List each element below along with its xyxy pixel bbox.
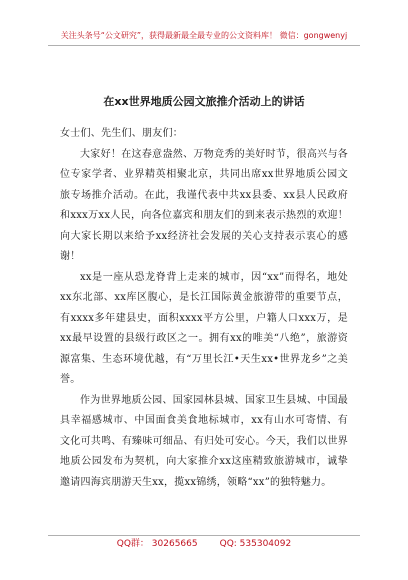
document-body (60, 124, 348, 493)
footer-qq-group: QQ群： 30265665 (116, 539, 198, 549)
document-title: 在xx世界地质公园文旅推介活动上的讲话 (103, 95, 305, 108)
header-banner: 关注头条号“公文研究”，获得最新最全最专业的公文资料库！ 微信：gongwenyj (60, 31, 348, 40)
footer (48, 536, 360, 549)
greeting: 女士们、先生们、朋友们： (60, 128, 183, 139)
paragraph-1: 大家好！在这春意盎然、万物竞秀的美好时节，很高兴与各位专家学者、业界精英相聚北京，共同出席xx世界地质公园文旅专场推介活动。在此，我谨代表中共xx县委、xx县人民政府和xxx万xx人民，向各位嘉宾和朋友们的到来表示热烈的欢迎！向大家长期以来给予xx经济社会发展的关心支持表示衷心的感谢！ (60, 148, 348, 262)
footer-qq-contact: QQ: 535304092 (219, 539, 292, 549)
paragraph-2: xx是一座从恐龙脊背上走来的城市，因“xx”而得名，地处xx东北部、xx库区腹心，是长江国际黄金旅游带的重要节点，有xxxx多年建县史，面积xxxx平方公里，户籍人口xxx万，是xx最早设置的县级行政区之一。拥有xx的唯美“八绝”，旅游资源富集、生态环境优越，有“万里长江•天生xx•世界龙乡”之美誉。 (60, 271, 348, 385)
paragraph-3: 作为世界地质公园、国家园林县城、国家卫生县城、中国最具幸福感城市、中国面食美食地标城市，xx有山水可寄情、有文化可共鸣、有臻味可细品、有归处可安心。今天，我们以世界地质公园发布为契机，向大家推介xx这座精致旅游城市，诚挚邀请四海宾朋游天生xx，揽xx锦绣，领略“xx”的独特魅力。 (60, 394, 348, 488)
header-divider (48, 45, 360, 46)
